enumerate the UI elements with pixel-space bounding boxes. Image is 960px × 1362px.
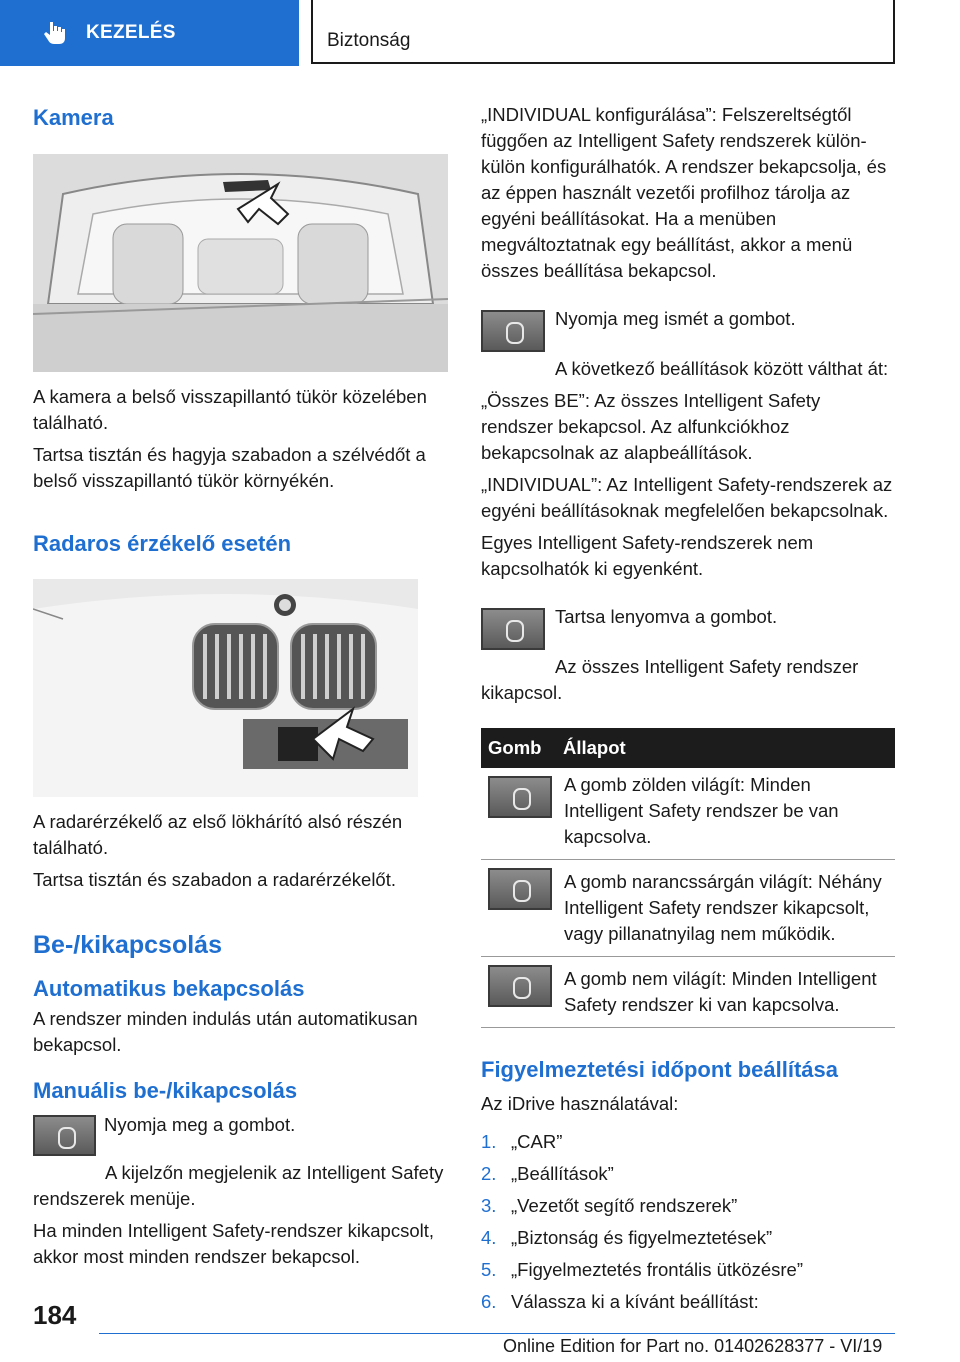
manual-button-row <box>33 1112 453 1156</box>
hold-button-row <box>481 604 897 650</box>
list-item: 2. „Beállítások” <box>481 1163 614 1184</box>
safety-button-icon <box>481 310 545 352</box>
steps-list <box>481 1131 897 1323</box>
table-header-gomb: Gomb <box>481 728 556 768</box>
table-row <box>481 957 895 1028</box>
table-cell-status: A gomb narancssárgán világít: Néhány Intelligent Safety rendszer kikapcsolt, vagy pillanatnyilag nem működik. <box>556 860 895 957</box>
safety-button-icon <box>488 868 552 910</box>
list-item: 4. „Biztonság és figyelmeztetések” <box>481 1227 773 1248</box>
table-row <box>481 768 895 860</box>
all-off-line: Az összes Intelligent Safety rendszer kikapcsol. <box>481 656 859 703</box>
safety-button-icon <box>33 1115 96 1156</box>
camera-interior-photo <box>33 154 448 372</box>
heading-radar: Radaros érzékelő esetén <box>33 531 292 556</box>
radar-paragraph-2: Tartsa tisztán és szabadon a radarérzékelőt. <box>33 869 396 890</box>
section-label: KEZELÉS <box>86 22 176 43</box>
kamera-paragraph-1: A kamera a belső visszapillantó tükör közelében található. <box>33 386 427 433</box>
table-row <box>481 860 895 957</box>
toggle-settings-line: A következő beállítások között válthat át: <box>555 358 889 379</box>
not-switchable-paragraph: Egyes Intelligent Safety-rendszerek nem kapcsolhatók ki egyenként. <box>481 532 814 579</box>
table-header-allapot: Állapot <box>556 728 895 768</box>
safety-button-icon <box>488 965 552 1007</box>
press-again-line: Nyomja meg ismét a gombot. <box>555 308 796 329</box>
table-header-row <box>481 728 895 768</box>
table-cell-status: A gomb zölden világít: Minden Intelligent Safety rendszer be van kapcsolva. <box>556 768 895 860</box>
list-item: 6. Válassza ki a kívánt beállítást: <box>481 1291 759 1312</box>
radar-bumper-photo <box>33 579 418 797</box>
list-item: 1. „CAR” <box>481 1131 563 1152</box>
button-status-table <box>481 728 895 1028</box>
press-again-row <box>481 306 897 352</box>
edition-text: Online Edition for Part no. 01402628377 - VI/19 <box>503 1336 883 1356</box>
heading-bekapcsolas: Be-/kikapcsolás <box>33 931 222 959</box>
safety-button-icon <box>488 776 552 818</box>
heading-figyelmeztetes: Figyelmeztetési időpont beállítása <box>481 1057 838 1082</box>
individual-paragraph: „INDIVIDUAL”: Az Intelligent Safety-rendszerek az egyéni beállításoknak megfelelően bekapcsolnak. <box>481 474 893 521</box>
table-cell-status: A gomb nem világít: Minden Intelligent Safety rendszer ki van kapcsolva. <box>556 957 895 1028</box>
page-number: 184 <box>33 1300 77 1330</box>
topic-label: Biztonság <box>327 30 411 51</box>
safety-button-icon <box>481 608 545 650</box>
manual-paragraph: Ha minden Intelligent Safety-rendszer kikapcsolt, akkor most minden rendszer bekapcsol. <box>33 1220 435 1267</box>
list-item: 3. „Vezetőt segítő rendszerek” <box>481 1195 738 1216</box>
hold-button-line: Tartsa lenyomva a gombot. <box>555 606 778 627</box>
manual-step-2: A kijelzőn megjelenik az Intelligent Safety rendszerek menüje. <box>33 1162 444 1209</box>
heading-automatikus: Automatikus bekapcsolás <box>33 976 305 1001</box>
heading-kamera: Kamera <box>33 105 114 130</box>
radar-paragraph-1: A radarérzékelő az első lökhárító alsó részén található. <box>33 811 403 858</box>
footer-divider <box>99 1333 895 1334</box>
auto-paragraph: A rendszer minden indulás után automatikusan bekapcsol. <box>33 1008 418 1055</box>
individual-config-paragraph: „INDIVIDUAL konfigurálása”: Felszereltségtől függően az Intelligent Safety rendszerek külön-külön konfigurálhatók. A rendszer bekapcsolja, és az éppen használt vezetői profilhoz tárolja az egyéni beállításokat. Ha a menüben megváltoztatnak egy beállítást, akkor a menü összes beállítása bekapcsol. <box>481 104 887 281</box>
idrive-paragraph: Az iDrive használatával: <box>481 1093 679 1114</box>
right-column <box>481 100 897 1323</box>
hand-pointer-icon <box>42 20 68 46</box>
all-on-paragraph: „Összes BE”: Az összes Intelligent Safety rendszer bekapcsol. Az alfunkciókhoz bekapcsolnak az alapbeállítások. <box>481 390 821 463</box>
left-column <box>33 100 453 1270</box>
kamera-paragraph-2: Tartsa tisztán és hagyja szabadon a szélvédőt a belső visszapillantó tükör környékén. <box>33 444 426 491</box>
heading-manualis: Manuális be-/kikapcsolás <box>33 1078 298 1103</box>
topic-box <box>311 0 895 64</box>
section-tab <box>0 0 299 66</box>
manual-step-1: Nyomja meg a gombot. <box>104 1114 296 1135</box>
list-item: 5. „Figyelmeztetés frontális ütközésre” <box>481 1259 803 1280</box>
